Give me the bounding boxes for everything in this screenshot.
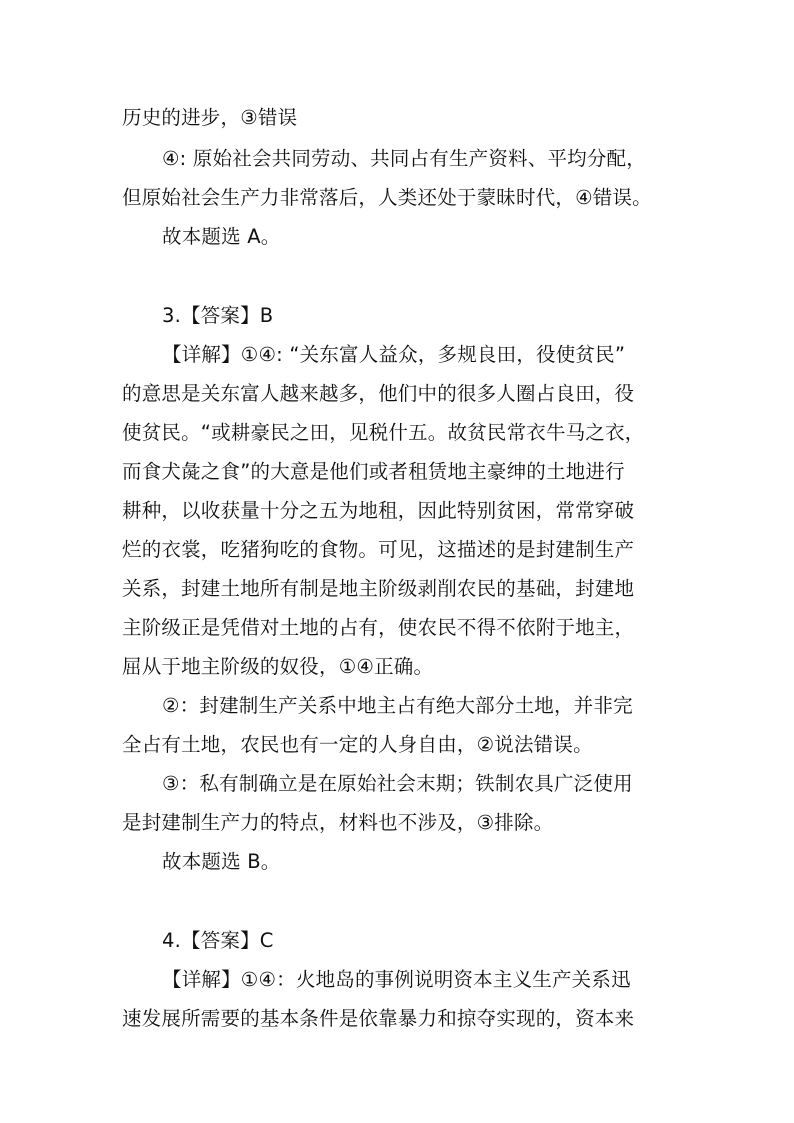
text-line-13: 主阶级正是凭借对土地的占有，使农民不得不依附于地主， — [122, 616, 635, 639]
text-line-16: 全占有土地，农民也有一定的人身自由，②说法错误。 — [122, 733, 593, 756]
text-line-17: ③：私有制确立是在原始社会末期；铁制农具广泛使用 — [162, 772, 633, 795]
text-line-10: 耕种，以收获量十分之五为地租，因此特别贫困，常常穿破 — [122, 499, 635, 522]
text-line-8: 使贫民。“或耕豪民之田，见税什五。故贫民常衣牛马之衣， — [122, 421, 645, 444]
text-line-4: 故本题选 A。 — [162, 225, 281, 248]
text-line-9: 而食犬彘之食”的大意是他们或者租赁地主豪绅的土地进行 — [122, 460, 625, 483]
text-line-1: 历史的进步，③错误 — [122, 106, 298, 129]
text-line-6: 【详解】①④: “关东富人益众，多规良田，役使贫民” — [162, 343, 626, 366]
text-line-7: 的意思是关东富人越来越多，他们中的很多人圈占良田，役 — [122, 382, 635, 405]
text-line-11: 烂的衣裳，吃猪狗吃的食物。可见，这描述的是封建制生产 — [122, 538, 635, 561]
text-line-19: 故本题选 B。 — [162, 850, 281, 873]
text-line-12: 关系，封建土地所有制是地主阶级剥削农民的基础，封建地 — [122, 577, 635, 600]
text-line-2: ④: 原始社会共同劳动、共同占有生产资料、平均分配， — [162, 147, 646, 170]
text-line-18: 是封建制生产力的特点，材料也不涉及，③排除。 — [122, 811, 554, 834]
answer-heading-4: 4.【答案】C — [162, 929, 274, 952]
text-line-3: 但原始社会生产力非常落后，人类还处于蒙昧时代，④错误。 — [122, 186, 652, 209]
text-line-21: 【详解】①④：火地岛的事例说明资本主义生产关系迅 — [162, 968, 631, 991]
answer-heading-3: 3.【答案】B — [162, 304, 274, 327]
text-line-15: ②：封建制生产关系中地主占有绝大部分土地，并非完 — [162, 694, 633, 717]
text-line-14: 屈从于地主阶级的奴役，①④正确。 — [122, 655, 434, 678]
text-line-22: 速发展所需要的基本条件是依靠暴力和掠夺实现的，资本来 — [122, 1007, 635, 1030]
